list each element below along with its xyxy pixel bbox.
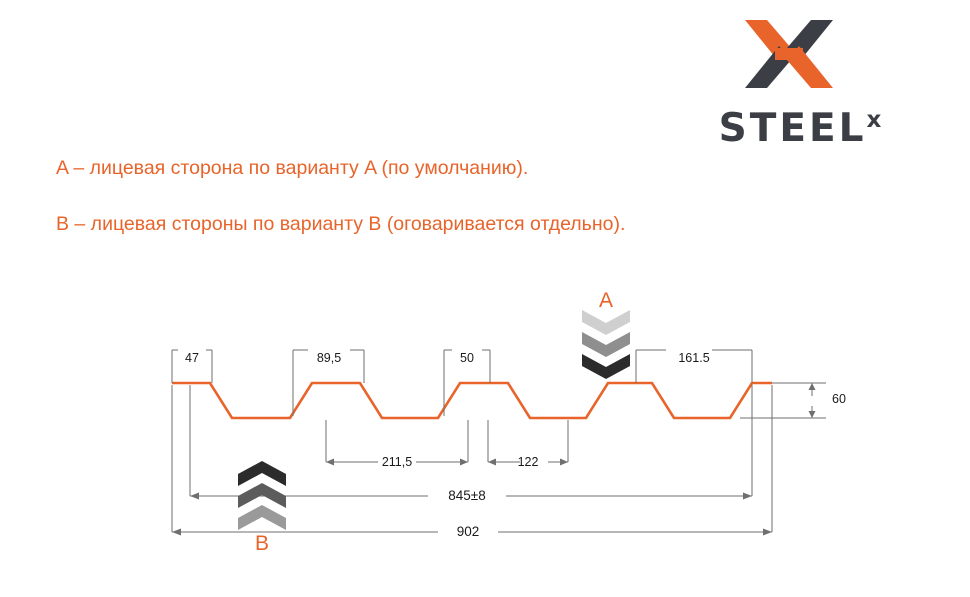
legend-block <box>56 155 816 267</box>
chevron-down-a-icon <box>582 310 630 379</box>
marker-letter-b: B <box>254 532 269 555</box>
logo-superscript: x <box>866 107 882 133</box>
dimension-label-60: 60 <box>832 392 846 406</box>
legend-line-b: B – лицевая стороны по варианту B (оговаривается отдельно). <box>56 213 626 235</box>
dimension-label-845: 845±8 <box>448 488 486 503</box>
logo-wordmark-text: STEEL <box>718 106 867 151</box>
dimension-label-895: 89,5 <box>316 351 342 365</box>
logo-wordmark <box>690 100 910 149</box>
profile-outline <box>172 383 772 418</box>
dimension-label-902: 902 <box>456 524 480 539</box>
dimension-label-122: 122 <box>517 455 539 469</box>
brand-logo <box>690 18 910 151</box>
legend-line-a: A – лицевая сторона по варианту A (по умолчанию). <box>56 157 529 179</box>
height-dimension-60 <box>740 383 826 418</box>
overall-dimension-845 <box>190 385 752 500</box>
profile-drawing <box>0 270 970 570</box>
steelx-x-mark-icon <box>745 18 833 90</box>
dimension-label-47: 47 <box>185 351 199 365</box>
marker-letter-a: A <box>598 289 613 312</box>
dimension-label-50: 50 <box>460 351 474 365</box>
dimension-label-2115: 211,5 <box>381 455 413 469</box>
dimension-label-1615: 161.5 <box>678 351 710 365</box>
